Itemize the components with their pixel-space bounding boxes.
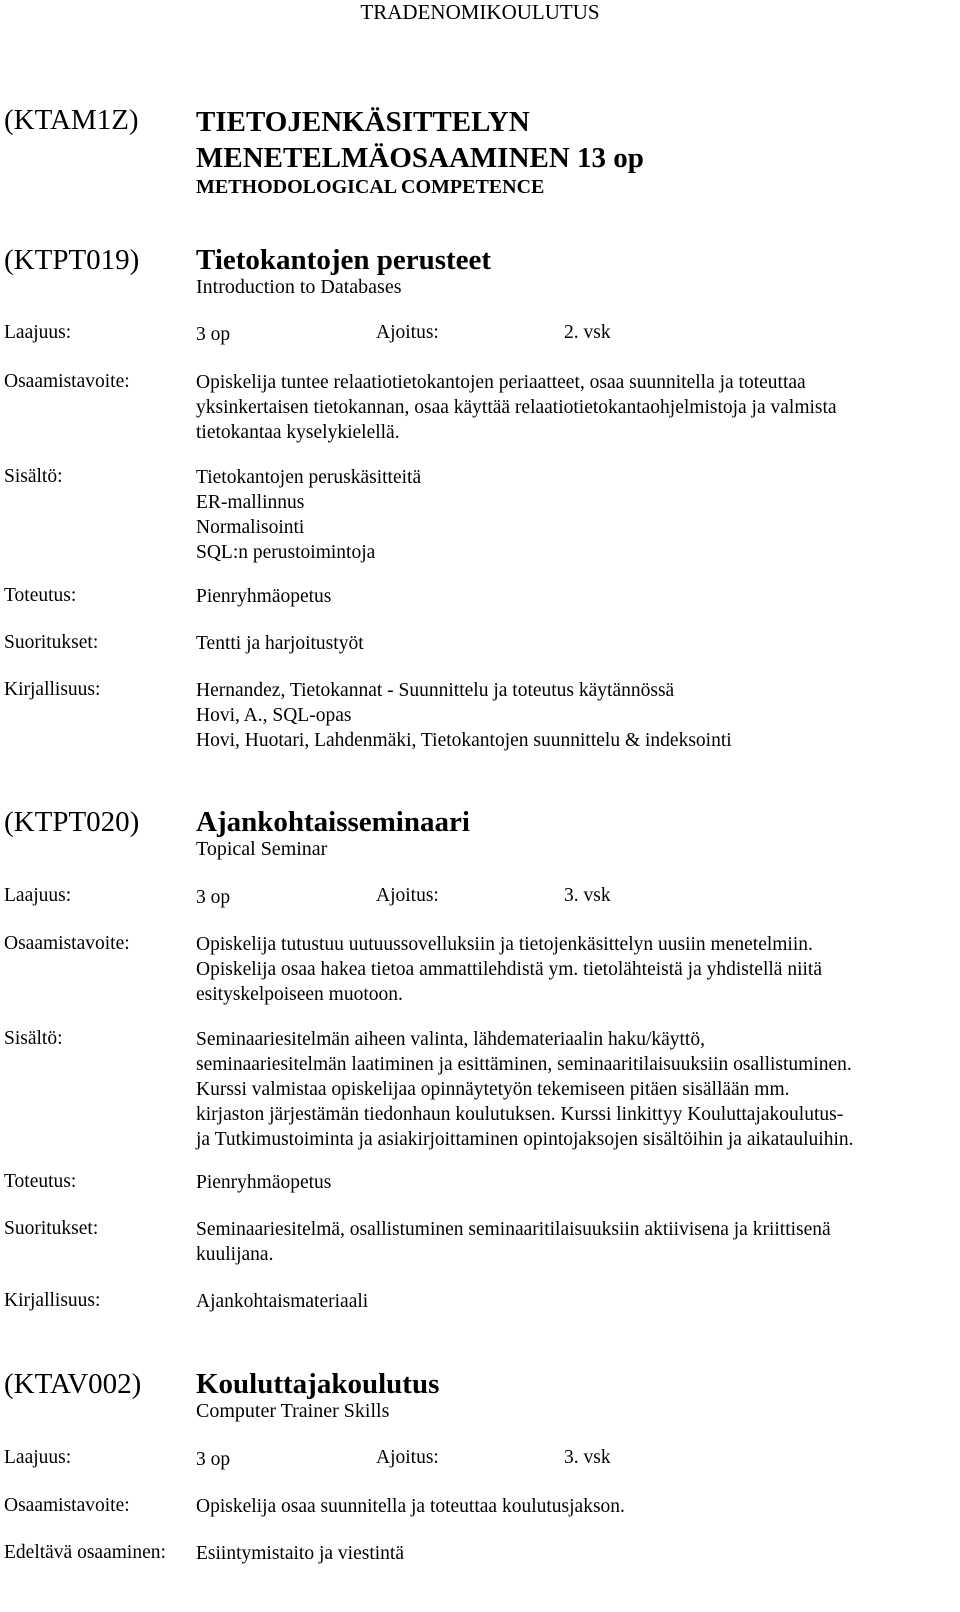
text-line: tietokantaa kyselykielellä. bbox=[196, 422, 400, 443]
text-line: esityskelpoiseen muotoon. bbox=[196, 984, 403, 1005]
laajuus-label: Laajuus: bbox=[4, 322, 72, 343]
list-item: SQL:n perustoimintoja bbox=[196, 542, 376, 563]
group-code: (KTAM1Z) bbox=[4, 104, 139, 136]
edeltava-label: Edeltävä osaaminen: bbox=[4, 1542, 166, 1563]
text-line: Seminaariesitelmän aiheen valinta, lähdemateriaalin haku/käyttö, bbox=[196, 1029, 705, 1050]
group-title-line: TIETOJENKÄSITTELYN bbox=[196, 106, 530, 138]
osaamistavoite-label: Osaamistavoite: bbox=[4, 1495, 130, 1516]
ajoitus-label: Ajoitus: bbox=[376, 885, 439, 906]
laajuus-label: Laajuus: bbox=[4, 885, 72, 906]
group-title bbox=[196, 104, 644, 176]
ajoitus-label: Ajoitus: bbox=[376, 322, 439, 343]
list-item: Hovi, A., SQL-opas bbox=[196, 705, 352, 726]
list-item: Tietokantojen peruskäsitteitä bbox=[196, 467, 422, 488]
ajoitus-label: Ajoitus: bbox=[376, 1447, 439, 1468]
kirjallisuus-label: Kirjallisuus: bbox=[4, 679, 101, 700]
sisalto-text bbox=[196, 1027, 854, 1152]
osaamistavoite-text bbox=[196, 370, 837, 445]
list-item: ER-mallinnus bbox=[196, 492, 305, 513]
osaamistavoite-label: Osaamistavoite: bbox=[4, 371, 130, 392]
course-subtitle: Computer Trainer Skills bbox=[196, 1400, 390, 1422]
suoritukset-text bbox=[196, 1217, 831, 1267]
course-code: (KTPT019) bbox=[4, 244, 140, 276]
laajuus-value: 3 op bbox=[196, 1449, 231, 1470]
course-title: Ajankohtaisseminaari bbox=[196, 806, 470, 838]
text-line: Opiskelija tuntee relaatiotietokantojen periaatteet, osaa suunnitella ja toteuttaa bbox=[196, 372, 806, 393]
toteutus-label: Toteutus: bbox=[4, 585, 77, 606]
text-line: seminaariesitelmän laatiminen ja esittäminen, seminaaritilaisuuksiin osallistuminen. bbox=[196, 1054, 852, 1075]
list-item: Hovi, Huotari, Lahdenmäki, Tietokantojen suunnittelu & indeksointi bbox=[196, 730, 732, 751]
ajoitus-value: 3. vsk bbox=[564, 885, 611, 906]
text-line: Opiskelija osaa hakea tietoa ammattilehdistä ym. tietolähteistä ja yhdistellä niitä bbox=[196, 959, 822, 980]
edeltava-value: Esiintymistaito ja viestintä bbox=[196, 1543, 404, 1564]
kirjallisuus-label: Kirjallisuus: bbox=[4, 1290, 101, 1311]
group-subtitle: METHODOLOGICAL COMPETENCE bbox=[196, 176, 545, 198]
suoritukset-value: Tentti ja harjoitustyöt bbox=[196, 633, 364, 654]
course-title: Tietokantojen perusteet bbox=[196, 244, 492, 276]
osaamistavoite-text bbox=[196, 932, 822, 1007]
laajuus-value: 3 op bbox=[196, 887, 231, 908]
text-line: Opiskelija tutustuu uutuussovelluksiin ja tietojenkäsittelyn uusiin menetelmiin. bbox=[196, 934, 813, 955]
group-title-line: MENETELMÄOSAAMINEN 13 op bbox=[196, 142, 644, 174]
toteutus-value: Pienryhmäopetus bbox=[196, 1172, 332, 1193]
kirjallisuus-list bbox=[196, 678, 732, 753]
text-line: kirjaston järjestämän tiedonhaun koulutuksen. Kurssi linkittyy Kouluttajakoulutus- bbox=[196, 1104, 844, 1125]
text-line: Seminaariesitelmä, osallistuminen seminaaritilaisuuksiin aktiivisena ja kriittisenä bbox=[196, 1219, 831, 1240]
text-line: kuulijana. bbox=[196, 1244, 274, 1265]
course-code: (KTPT020) bbox=[4, 806, 140, 838]
toteutus-value: Pienryhmäopetus bbox=[196, 586, 332, 607]
laajuus-label: Laajuus: bbox=[4, 1447, 72, 1468]
sisalto-list bbox=[196, 465, 421, 565]
osaamistavoite-label: Osaamistavoite: bbox=[4, 933, 130, 954]
laajuus-value: 3 op bbox=[196, 324, 231, 345]
suoritukset-label: Suoritukset: bbox=[4, 1218, 99, 1239]
sisalto-label: Sisältö: bbox=[4, 466, 63, 487]
ajoitus-value: 2. vsk bbox=[564, 322, 611, 343]
list-item: Normalisointi bbox=[196, 517, 305, 538]
document-header: TRADENOMIKOULUTUS bbox=[360, 0, 600, 24]
course-subtitle: Introduction to Databases bbox=[196, 276, 402, 298]
text-line: ja Tutkimustoiminta ja asiakirjoittaminen opintojaksojen sisältöihin ja aikatauluihin. bbox=[196, 1129, 854, 1150]
ajoitus-value: 3. vsk bbox=[564, 1447, 611, 1468]
osaamistavoite-value: Opiskelija osaa suunnitella ja toteuttaa koulutusjakson. bbox=[196, 1496, 625, 1517]
kirjallisuus-value: Ajankohtaismateriaali bbox=[196, 1291, 369, 1312]
text-line: Kurssi valmistaa opiskelijaa opinnäytetyön tekemiseen pitäen sisällään mm. bbox=[196, 1079, 790, 1100]
sisalto-label: Sisältö: bbox=[4, 1028, 63, 1049]
text-line: yksinkertaisen tietokannan, osaa käyttää relaatiotietokantaohjelmistoja ja valmista bbox=[196, 397, 837, 418]
toteutus-label: Toteutus: bbox=[4, 1171, 77, 1192]
course-title: Kouluttajakoulutus bbox=[196, 1368, 440, 1400]
suoritukset-label: Suoritukset: bbox=[4, 632, 99, 653]
list-item: Hernandez, Tietokannat - Suunnittelu ja toteutus käytännössä bbox=[196, 680, 675, 701]
course-subtitle: Topical Seminar bbox=[196, 838, 328, 860]
course-code: (KTAV002) bbox=[4, 1368, 142, 1400]
